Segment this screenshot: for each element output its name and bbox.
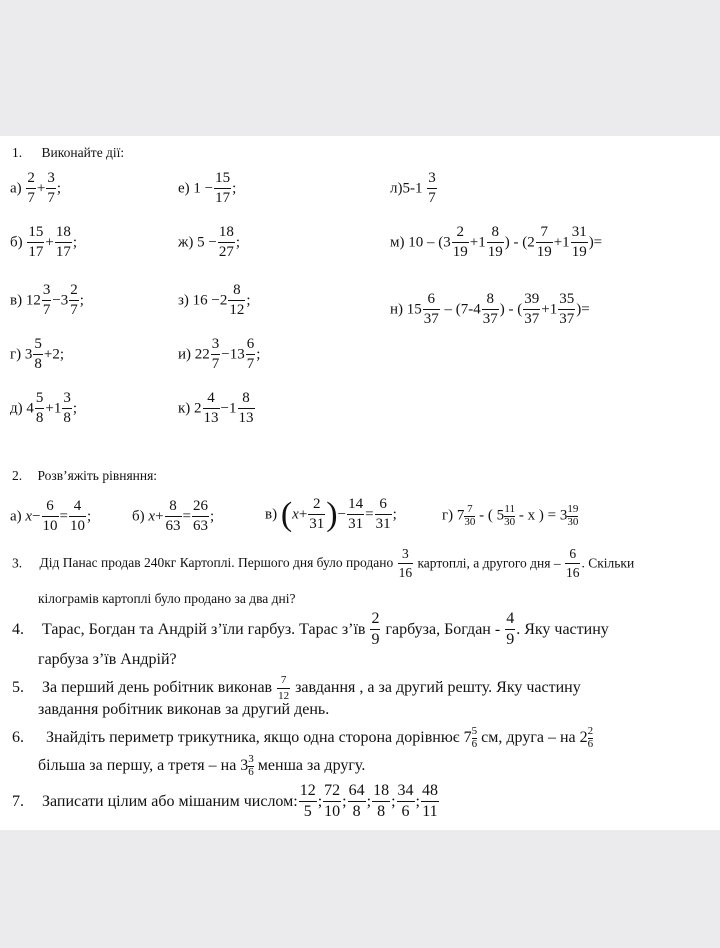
fraction: $\frac{5}{6}$ xyxy=(471,725,478,750)
expr-d: д) 4 $\frac{5}{8}$ +1 $\frac{3}{8}$ ; xyxy=(10,390,78,427)
fraction: $\frac{26}{63}$ xyxy=(193,498,208,535)
equation-v: в) (x+ $\frac{2}{31}$ )− $\frac{14}{31}$ = $\frac{6}{31}$ ; xyxy=(265,495,397,533)
fraction: $\frac{3}{8}$ xyxy=(63,390,71,427)
task7: 7. Записати цілим або мішаним числом: $\frac{12}{5}$ ; $\frac{72}{10}$ ; $\frac{64}{8}$ ; $\frac{18}{8}$ ; $\frac{34}{6}$ ; $\frac{48}{11}$ xyxy=(12,782,438,821)
task-text: Записати цілим або мішаним числом: xyxy=(42,792,298,810)
task-text: Дід Панас продав 240кг Картоплі. Першого дня було продано xyxy=(39,555,394,571)
fraction: $\frac{6}{37}$ xyxy=(423,291,439,328)
task5-line2: завдання робітник виконав за другий день. xyxy=(38,701,330,718)
fraction: $\frac{3}{16}$ xyxy=(398,546,413,580)
task6-line2 xyxy=(38,754,365,778)
item-label: г) xyxy=(10,346,22,363)
task-text: Знайдіть периметр трикутника, якщо одна сторона дорівнює 7 xyxy=(46,729,472,747)
item-label: б) xyxy=(10,234,23,251)
fraction: $\frac{4}{10}$ xyxy=(70,498,86,535)
task1-heading xyxy=(12,145,124,160)
fraction: $\frac{15}{17}$ xyxy=(215,170,231,207)
item-label: г) xyxy=(442,507,454,524)
fraction: $\frac{15}{17}$ xyxy=(28,224,44,261)
task6 xyxy=(12,726,593,750)
task5 xyxy=(12,674,581,702)
fraction: $\frac{8}{63}$ xyxy=(165,498,181,535)
equation-a: а) x− $\frac{6}{10}$ = $\frac{4}{10}$ ; xyxy=(10,498,92,535)
fraction: $\frac{39}{37}$ xyxy=(524,291,540,328)
fraction: $\frac{8}{19}$ xyxy=(487,224,503,261)
fraction: $\frac{5}{8}$ xyxy=(35,390,44,427)
fraction: $\frac{2}{9}$ xyxy=(371,610,380,649)
fraction: $\frac{4}{9}$ xyxy=(506,610,515,649)
fraction: $\frac{6}{31}$ xyxy=(375,496,391,533)
expr-m: м) 10 – (3 $\frac{2}{19}$ +1 $\frac{8}{19}$ ) - (2 $\frac{7}{19}$ +1 $\frac{31}{19}$ )= xyxy=(390,224,603,261)
fraction: $\frac{19}{30}$ xyxy=(567,503,579,528)
fraction: $\frac{3}{7}$ xyxy=(211,336,220,373)
task4-line2: гарбуза з’їв Андрій? xyxy=(38,651,177,668)
expr-a: а) $\frac{2}{7}$ + $\frac{3}{7}$ ; xyxy=(10,170,62,207)
fraction: $\frac{5}{8}$ xyxy=(34,336,42,373)
expr-e: е) 1 − $\frac{15}{17}$ ; xyxy=(178,170,237,207)
fraction: $\frac{3}{7}$ xyxy=(42,282,51,319)
expr-l: л)5-1 $\frac{3}{7}$ xyxy=(390,170,436,207)
fraction: $\frac{64}{8}$ xyxy=(348,782,365,821)
fraction: $\frac{48}{11}$ xyxy=(421,782,438,821)
fraction: $\frac{4}{13}$ xyxy=(203,390,219,427)
item-label: а) xyxy=(10,180,22,197)
fraction: $\frac{18}{27}$ xyxy=(218,224,234,261)
item-label: н) xyxy=(390,301,404,318)
item-label: в) xyxy=(10,292,23,309)
fraction: $\frac{18}{8}$ xyxy=(373,782,390,821)
expr-v: в) 12 $\frac{3}{7}$ −3 $\frac{2}{7}$ ; xyxy=(10,282,84,319)
item-label: е) xyxy=(178,180,190,197)
fraction: $\frac{11}{30}$ xyxy=(504,503,516,528)
fraction: $\frac{6}{10}$ xyxy=(42,498,58,535)
fraction: $\frac{2}{7}$ xyxy=(70,282,78,319)
fraction: $\frac{34}{6}$ xyxy=(397,782,414,821)
item-label: з) xyxy=(178,292,189,309)
equation-b: б) x+ $\frac{8}{63}$ = $\frac{26}{63}$ ; xyxy=(132,498,215,535)
expr-i: и) 22 $\frac{3}{7}$ −13 $\frac{6}{7}$ ; xyxy=(178,336,261,373)
expr-b: б) $\frac{15}{17}$ + $\frac{18}{17}$ ; xyxy=(10,224,78,261)
task-number: 6. xyxy=(12,729,24,747)
fraction: $\frac{18}{17}$ xyxy=(55,224,71,261)
fraction: $\frac{7}{12}$ xyxy=(278,674,290,702)
task-text: більша за першу, а третя – на 3 xyxy=(38,757,249,775)
task-number: 4. xyxy=(12,620,24,638)
task-text: менша за другу. xyxy=(257,757,366,775)
task-number: 5. xyxy=(12,679,24,697)
task-number: 2. xyxy=(12,468,23,484)
task4: 4. Тарас, Богдан та Андрій з’їли гарбуз. Тарас з’їв $\frac{2}{9}$ гарбуза, Богдан - $\frac{4}{9}$ . Яку частину xyxy=(12,610,609,649)
fraction: $\frac{35}{37}$ xyxy=(559,291,575,328)
worksheet xyxy=(0,136,720,830)
fraction: $\frac{2}{7}$ xyxy=(27,170,35,207)
fraction: $\frac{2}{6}$ xyxy=(587,725,594,750)
equation-g: г) 7 $\frac{7}{30}$ - ( 5 $\frac{11}{30}$ - x ) = 3 $\frac{19}{30}$ xyxy=(442,503,579,528)
fraction: $\frac{3}{7}$ xyxy=(47,170,55,207)
fraction: $\frac{12}{5}$ xyxy=(299,782,316,821)
task3: 3. Дід Панас продав 240кг Картоплі. Першого дня було продано $\frac{3}{16}$ картоплі, а другого дня – $\frac{6}{16}$ . Скільки xyxy=(12,546,635,580)
fraction: $\frac{8}{37}$ xyxy=(482,291,498,328)
task-text: завдання , а за другий решту. Яку частину xyxy=(295,679,581,697)
task-number: 3. xyxy=(12,555,23,571)
fraction: $\frac{72}{10}$ xyxy=(324,782,341,821)
item-label: ж) xyxy=(178,234,194,251)
fraction: $\frac{8}{12}$ xyxy=(229,282,245,319)
task-text: гарбуза, Богдан - xyxy=(385,620,501,638)
item-label: в) xyxy=(265,506,278,523)
expr-z: з) 16 −2 $\frac{8}{12}$ ; xyxy=(178,282,251,319)
fraction: $\frac{31}{19}$ xyxy=(571,224,587,261)
task3-line2: кілограмів картоплі було продано за два дні? xyxy=(38,591,296,606)
expr-zh: ж) 5 − $\frac{18}{27}$ ; xyxy=(178,224,240,261)
item-label: д) xyxy=(10,400,23,417)
item-label: и) xyxy=(178,346,192,363)
item-label: л) xyxy=(390,180,403,197)
fraction: $\frac{14}{31}$ xyxy=(348,496,364,533)
fraction: $\frac{2}{19}$ xyxy=(452,224,468,261)
item-label: к) xyxy=(178,400,191,417)
task-title: Виконайте дії: xyxy=(41,145,125,161)
task2-heading xyxy=(12,468,157,483)
fraction: $\frac{7}{30}$ xyxy=(464,503,476,528)
task-text: За перший день робітник виконав xyxy=(42,679,273,697)
fraction: $\frac{6}{16}$ xyxy=(565,546,580,580)
fraction: $\frac{3}{7}$ xyxy=(428,170,436,207)
fraction: $\frac{7}{19}$ xyxy=(536,224,552,261)
fraction: $\frac{8}{13}$ xyxy=(238,390,254,427)
item-label: а) xyxy=(10,508,22,525)
item-label: б) xyxy=(132,508,145,525)
fraction: $\frac{2}{31}$ xyxy=(309,496,325,533)
fraction: $\frac{3}{6}$ xyxy=(248,753,254,778)
task-number: 7. xyxy=(12,792,24,810)
expr-k: к) 2 $\frac{4}{13}$ −1 $\frac{8}{13}$ xyxy=(178,390,254,427)
fraction: $\frac{6}{7}$ xyxy=(246,336,255,373)
task-text: Тарас, Богдан та Андрій з’їли гарбуз. Тарас з’їв xyxy=(42,620,366,638)
expr-n: н) 15 $\frac{6}{37}$ – (7-4 $\frac{8}{37}$ ) - ( $\frac{39}{37}$ +1 $\frac{35}{37}$ )= xyxy=(390,291,590,328)
expr-g: г) 3 $\frac{5}{8}$ +2; xyxy=(10,336,65,373)
item-label: м) xyxy=(390,234,405,251)
task-title: Розв’яжіть рівняння: xyxy=(37,468,158,484)
task-text: см, друга – на 2 xyxy=(481,729,588,747)
task-text: картоплі, а другого дня – xyxy=(417,555,561,571)
task-number: 1. xyxy=(12,145,23,161)
